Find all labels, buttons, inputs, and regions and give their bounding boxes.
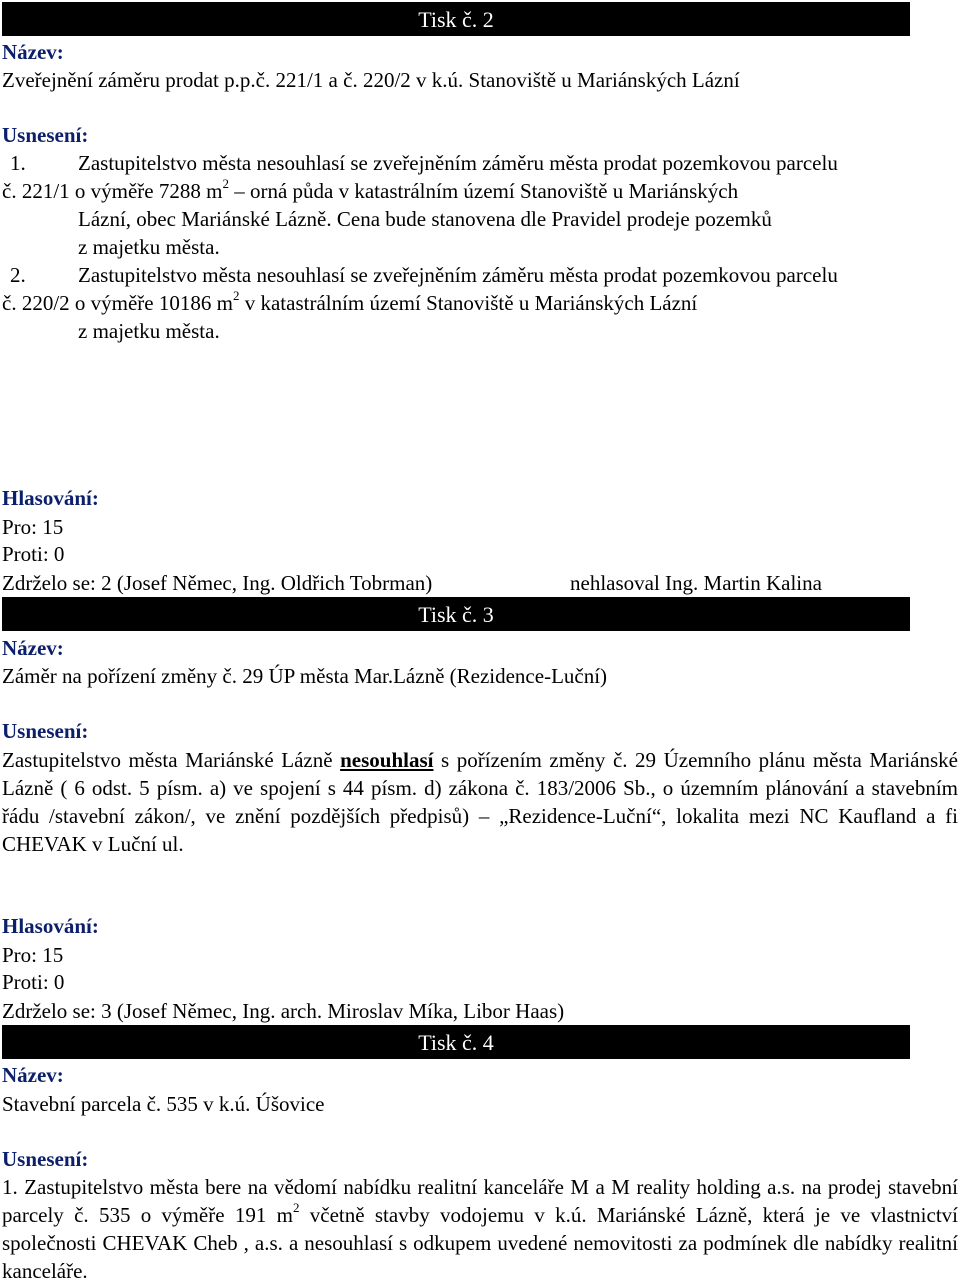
- resolution-item-2-line: z majetku města.: [78, 319, 220, 343]
- resolution-item-2: [2, 261, 960, 289]
- vote-pro: Pro: 15: [2, 943, 64, 967]
- nazev-text: Zveřejnění záměru prodat p.p.č. 221/1 a č. 220/2 v k.ú. Stanoviště u Mariánských Lázní: [2, 68, 740, 92]
- section-header-label: Tisk č. 3: [418, 602, 494, 627]
- item-number: 1.: [10, 151, 26, 175]
- vote-pro: Pro: 15: [2, 515, 64, 539]
- section-header-tisk-2: [2, 2, 910, 36]
- vote-zdrzelo: Zdrželo se: 3 (Josef Němec, Ing. arch. Miroslav Míka, Libor Haas): [2, 999, 565, 1023]
- vote-nehlasoval: nehlasoval Ing. Martin Kalina: [570, 571, 822, 595]
- resolution-item-2-line: č. 220/2 o výměře 10186 $m^2$ v katastrálním území Stanoviště u Mariánských Lázní: [2, 288, 698, 315]
- usneseni-label: Usnesení:: [2, 123, 89, 147]
- section-header-label: Tisk č. 2: [418, 7, 494, 32]
- section-header-label: Tisk č. 4: [418, 1030, 494, 1055]
- resolution-item-1-line: č. 221/1 o výměře 7288 $m^2$ – orná půda v katastrálním území Stanoviště u Mariánských: [2, 176, 739, 203]
- nesouhlasi-emphasis: nesouhlasí: [340, 748, 434, 772]
- resolution-item-1-line: z majetku města.: [78, 235, 220, 259]
- usneseni-label: Usnesení:: [2, 1147, 89, 1171]
- usneseni-label: Usnesení:: [2, 719, 89, 743]
- resolution-paragraph: Zastupitelstvo města Mariánské Lázně nesouhlasí s pořízením změny č. 29 Územního plánu města Mariánské Lázně ( 6 odst. 5 písm. a) ve spojení s 44 písm. d) zákona č. 183/2006 Sb., o územním plánování a stavebním řádu /stavební zákon/, ve znění pozdějších předpisů) – „Rezidence-Luční“, lokalita mezi NC Kaufland a fi CHEVAK v Luční ul.: [2, 748, 959, 856]
- vote-zdrzelo: Zdrželo se: 2 (Josef Němec, Ing. Oldřich Tobrman): [2, 571, 433, 595]
- hlasovani-label: Hlasování:: [2, 486, 99, 510]
- vote-proti: Proti: 0: [2, 970, 65, 994]
- item-text: Zastupitelstvo města nesouhlasí se zveřejněním záměru města prodat pozemkovou parcelu: [78, 151, 838, 175]
- nazev-text: Záměr na pořízení změny č. 29 ÚP města Mar.Lázně (Rezidence-Luční): [2, 664, 608, 688]
- nazev-label: Název:: [2, 1063, 64, 1087]
- hlasovani-label: Hlasování:: [2, 914, 99, 938]
- resolution-item-1-line: Lázní, obec Mariánské Lázně. Cena bude stanovena dle Pravidel prodeje pozemků: [78, 207, 772, 231]
- nazev-label: Název:: [2, 40, 64, 64]
- item-number: 2.: [10, 263, 26, 287]
- nazev-text: Stavební parcela č. 535 v k.ú. Úšovice: [2, 1092, 325, 1116]
- nazev-label: Název:: [2, 636, 64, 660]
- resolution-item-1: [2, 149, 960, 177]
- resolution-paragraph: 1. Zastupitelstvo města bere na vědomí nabídku realitní kanceláře M a M reality holding a.s. na prodej stavební parcely č. 535 o výměře 191 $m^2$ včetně stavby vodojemu v k.ú. Mariánské Lázně, která je ve vlastnictví společnosti CHEVAK Cheb , a.s. a nesouhlasí s odkupem uvedené nemovitosti za podmínek dle nabídky realitní kanceláře.: [2, 1175, 958, 1283]
- item-text: Zastupitelstvo města nesouhlasí se zveřejněním záměru města prodat pozemkovou parcelu: [78, 263, 838, 287]
- vote-proti: Proti: 0: [2, 542, 65, 566]
- resolution-list: [2, 149, 960, 345]
- section-header-tisk-3: [2, 597, 910, 631]
- section-header-tisk-4: [2, 1025, 910, 1059]
